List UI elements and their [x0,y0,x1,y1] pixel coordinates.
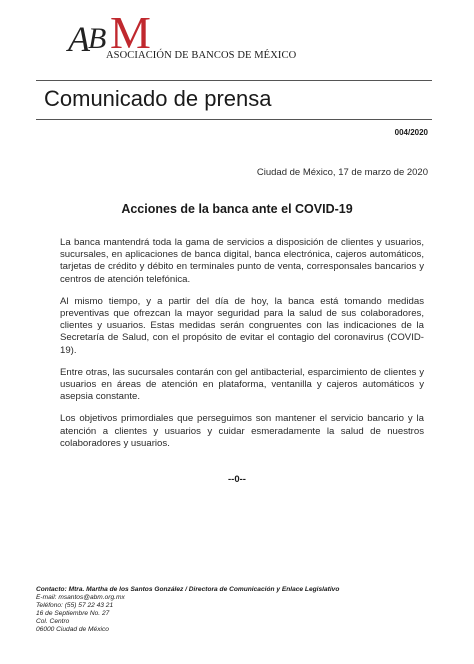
street-line: 16 de Septiembre No. 27 [36,610,110,618]
logo-letter-a: A [68,19,90,59]
contact-footer [36,586,456,635]
logo-letter-b: B [88,22,107,55]
body-paragraph: Los objetivos primordiales que perseguimos son mantener el servicio bancario y la atención a clientes y usuarios y cuidar esmeradamente la salud de nuestros colaboradores y usuarios. [60,413,424,449]
body-paragraph: Entre otras, las sucursales contarán con gel antibacterial, esparcimiento de clientes y usuarios en áreas de atención en plataforma, ventanilla y cajeros automáticos y asepsia constante. [60,366,424,403]
place-and-date: Ciudad de México, 17 de marzo de 2020 [256,167,428,178]
email-line: E-mail: msantos@abm.org.mx [36,594,125,602]
organization-name: ASOCIACIÓN DE BANCOS DE MÉXICO [106,50,297,61]
page-title: Comunicado de prensa [44,86,272,111]
press-release-body [60,237,424,460]
city-line: 06000 Ciudad de México [36,626,109,634]
body-paragraph: La banca mantendrá toda la gama de servicios a disposición de clientes y usuarios, sucursales, en aplicaciones de banca digital, banca electrónica, cajeros automáticos, tarjetas de crédito y débito en terminales punto de venta, corresponsales bancarios y centros de atención telefónica. [60,237,424,285]
logo-letter-m: M [110,7,151,58]
end-separator: --0-- [228,474,246,485]
contact-line: Contacto: Mtra. Martha de los Santos González / Directora de Comunicación y Enlace Legislativo [36,586,340,593]
title-rule-bottom [36,119,432,120]
abm-logo [70,8,330,70]
body-paragraph: Al mismo tiempo, y a partir del día de hoy, la banca está tomando medidas preventivas que ofrezcan la mayor seguridad para la salud de sus colaboradores, clientes y usuarios. Estas medidas serán congruentes con las indicaciones de la Secretaría de Salud, con el propósito de evitar el contagio del coronavirus (COVID-19). [60,295,424,356]
colony-line: Col. Centro [36,618,70,626]
phone-line: Teléfono: (55) 57 22 43 21 [36,602,114,610]
press-release-heading: Acciones de la banca ante el COVID-19 [121,202,353,216]
document-number: 004/2020 [394,128,428,137]
title-rule-top [36,80,432,81]
